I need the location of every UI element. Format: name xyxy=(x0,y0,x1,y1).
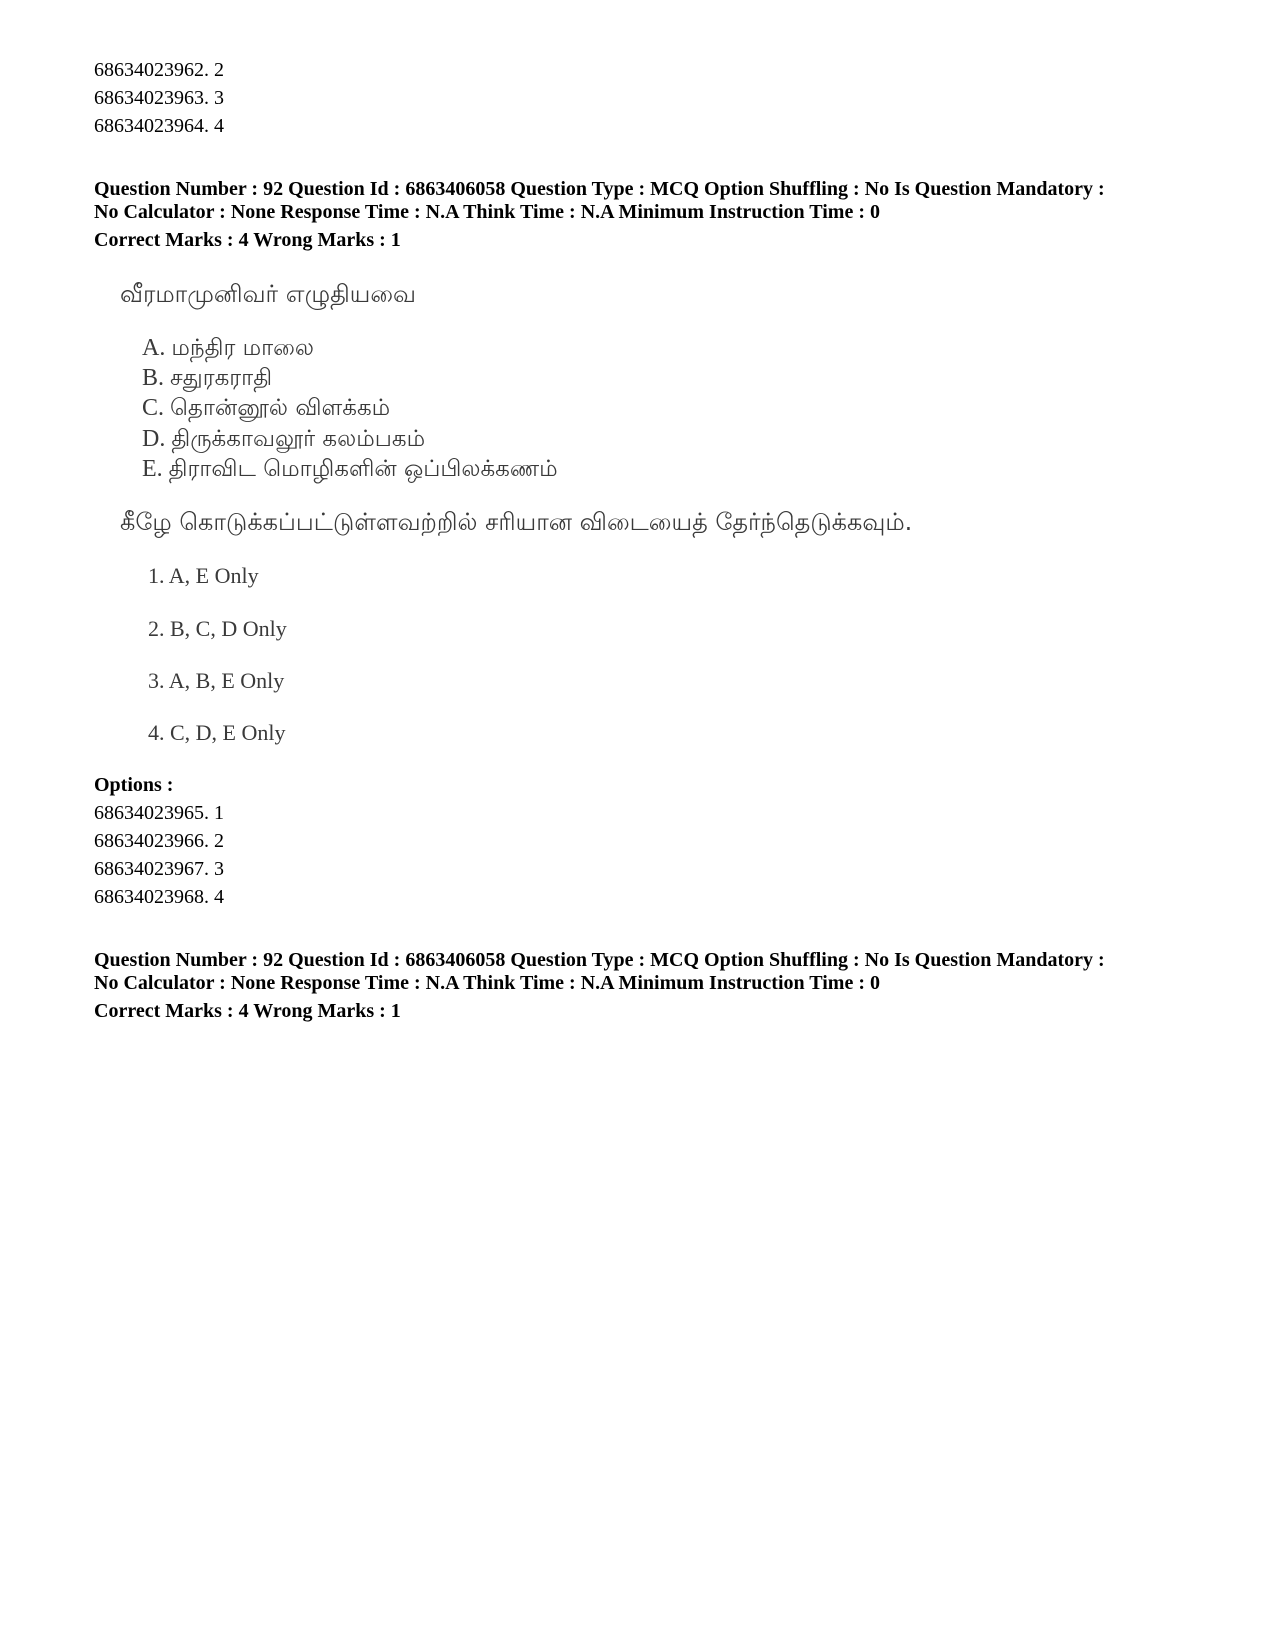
statement-text: திராவிட மொழிகளின் ஒப்பிலக்கணம் xyxy=(168,456,558,482)
option-id-2: 68634023966. 2 xyxy=(94,830,224,852)
statement-text: திருக்காவலூர் கலம்பகம் xyxy=(171,426,426,452)
question-stem: வீரமாமுனிவர் எழுதியவை xyxy=(120,280,417,308)
statement-b xyxy=(142,363,272,393)
statement-letter: A. xyxy=(142,335,166,361)
question-instruction: கீழே கொடுக்கப்பட்டுள்ளவற்றில் சரியான விடையைத் தேர்ந்தெடுக்கவும். xyxy=(120,508,913,536)
prev-option-2: 68634023962. 2 xyxy=(94,59,224,81)
statement-d xyxy=(142,424,425,454)
statement-text: மந்திர மாலை xyxy=(171,335,315,361)
options-label: Options : xyxy=(94,774,174,796)
statement-letter: C. xyxy=(142,395,165,421)
statement-c xyxy=(142,393,390,423)
answer-choice-4: 4. C, D, E Only xyxy=(148,720,286,745)
statement-letter: D. xyxy=(142,426,166,452)
option-id-4: 68634023968. 4 xyxy=(94,886,224,908)
statement-a xyxy=(142,333,314,363)
option-id-3: 68634023967. 3 xyxy=(94,858,224,880)
question-marks: Correct Marks : 4 Wrong Marks : 1 xyxy=(94,229,401,251)
answer-choice-1: 1. A, E Only xyxy=(148,563,259,588)
prev-option-4: 68634023964. 4 xyxy=(94,115,224,137)
answer-choice-3: 3. A, B, E Only xyxy=(148,668,285,693)
question2-marks: Correct Marks : 4 Wrong Marks : 1 xyxy=(94,1000,401,1022)
answer-choice-2: 2. B, C, D Only xyxy=(148,616,287,641)
question-header-line1: Question Number : 92 Question Id : 6863406058 Question Type : MCQ Option Shuffling : No Is Question Mandatory : xyxy=(94,178,1105,200)
statement-letter: E. xyxy=(142,456,163,482)
statement-text: சதுரகராதி xyxy=(170,365,273,391)
option-id-1: 68634023965. 1 xyxy=(94,802,224,824)
statement-letter: B. xyxy=(142,365,165,391)
question-image xyxy=(94,280,1094,795)
question2-header-line1: Question Number : 92 Question Id : 6863406058 Question Type : MCQ Option Shuffling : No Is Question Mandatory : xyxy=(94,949,1105,971)
statement-e xyxy=(142,454,558,484)
question-header-line2: No Calculator : None Response Time : N.A Think Time : N.A Minimum Instruction Time : 0 xyxy=(94,201,880,223)
question2-header-line2: No Calculator : None Response Time : N.A Think Time : N.A Minimum Instruction Time : 0 xyxy=(94,972,880,994)
statement-text: தொன்னூல் விளக்கம் xyxy=(170,395,391,421)
prev-option-3: 68634023963. 3 xyxy=(94,87,224,109)
